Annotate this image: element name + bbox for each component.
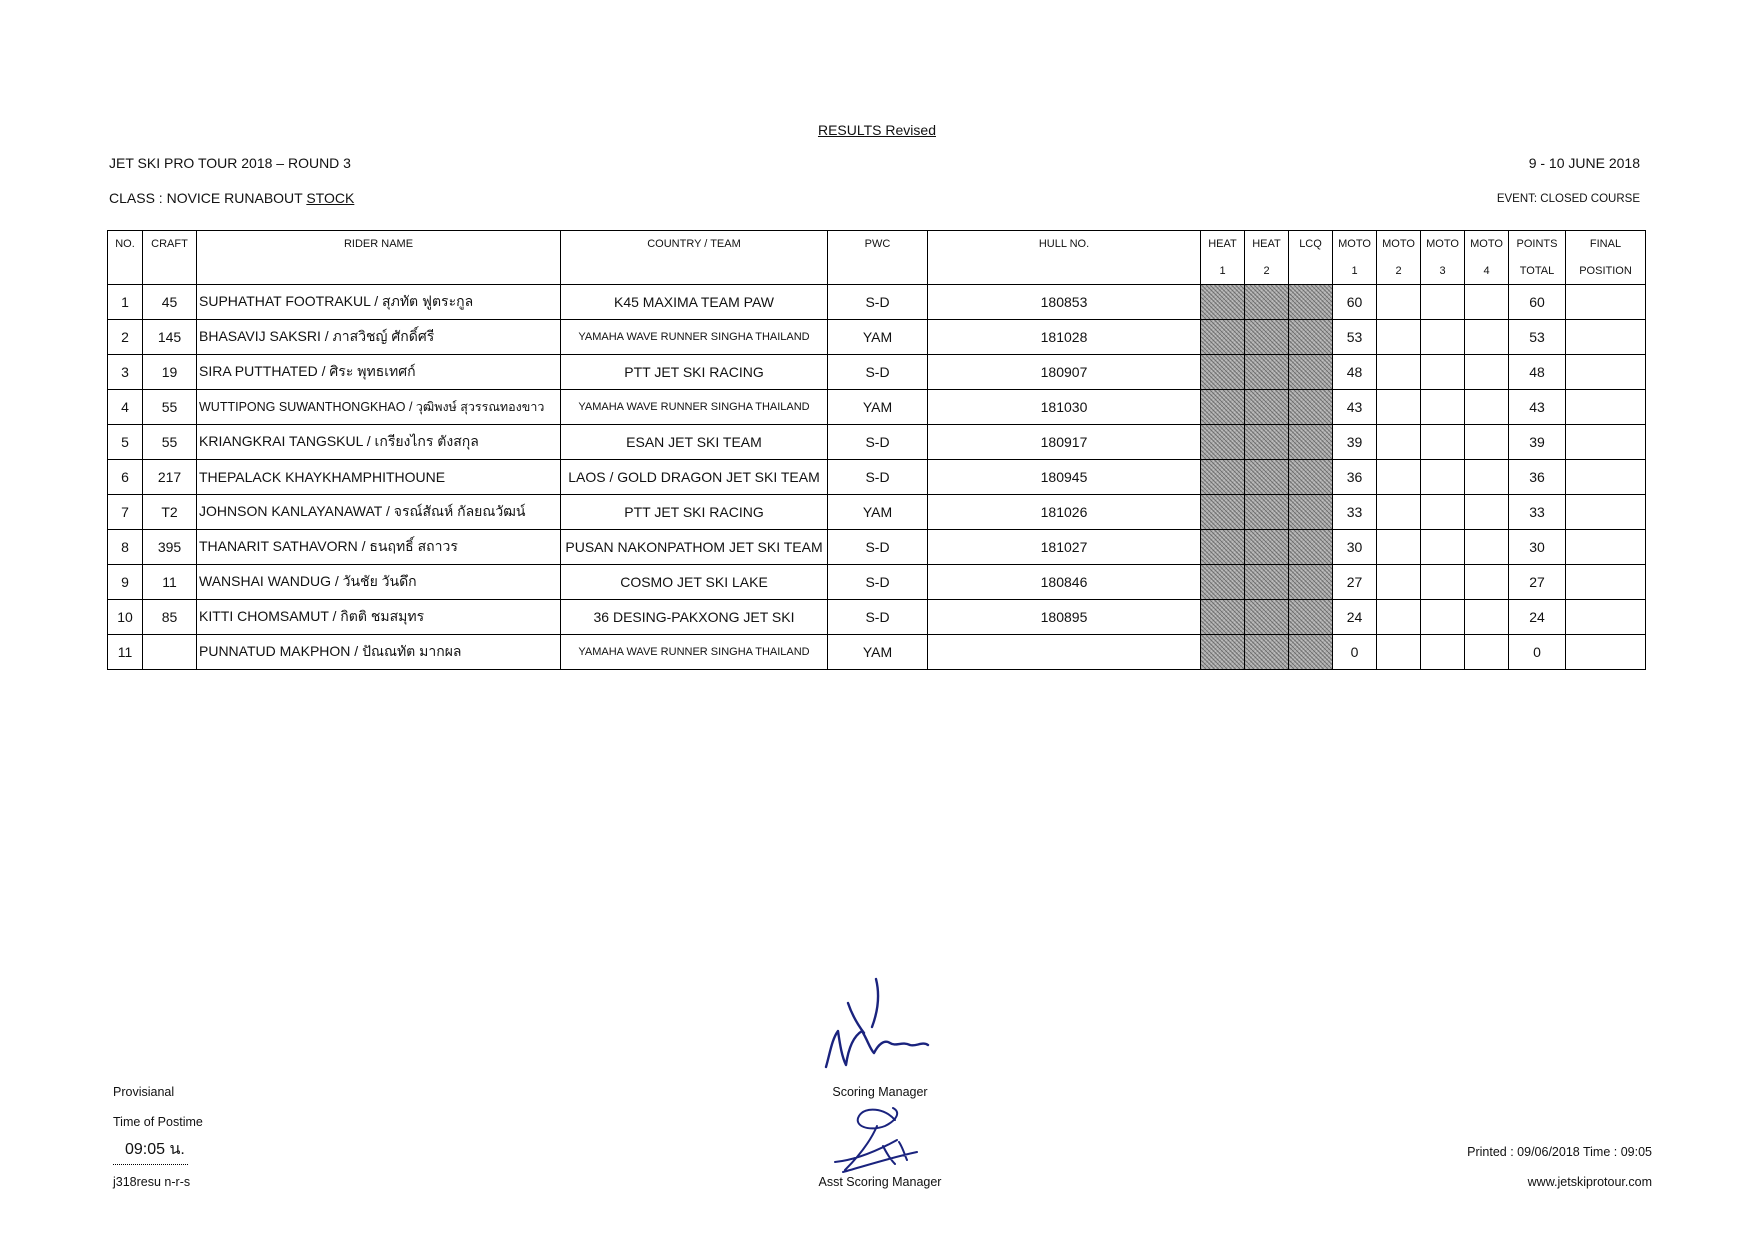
row-lcq (1289, 530, 1333, 565)
row-rider: THEPALACK KHAYKHAMPHITHOUNE (197, 460, 561, 495)
row-no: 1 (108, 285, 143, 320)
row-final-position (1566, 600, 1646, 635)
row-heat1 (1201, 530, 1245, 565)
row-no: 2 (108, 320, 143, 355)
row-rider: WUTTIPONG SUWANTHONGKHAO / วุฒิพงษ์ สุวรรณทองขาว (197, 390, 561, 425)
class-line (109, 190, 354, 206)
row-moto1: 33 (1333, 495, 1377, 530)
row-moto2 (1377, 635, 1421, 670)
row-no: 4 (108, 390, 143, 425)
row-moto1: 43 (1333, 390, 1377, 425)
row-heat1 (1201, 285, 1245, 320)
row-moto3 (1421, 565, 1465, 600)
asst-scoring-manager-signature (825, 1100, 935, 1178)
row-lcq (1289, 495, 1333, 530)
row-moto3 (1421, 390, 1465, 425)
row-final-position (1566, 530, 1646, 565)
class-suffix: STOCK (306, 190, 355, 206)
row-no: 6 (108, 460, 143, 495)
row-final-position (1566, 495, 1646, 530)
row-heat1 (1201, 635, 1245, 670)
row-team: YAMAHA WAVE RUNNER SINGHA THAILAND (561, 390, 828, 425)
row-moto4 (1465, 565, 1509, 600)
row-team: LAOS / GOLD DRAGON JET SKI TEAM (561, 460, 828, 495)
row-craft: 55 (143, 425, 197, 460)
row-final-position (1566, 390, 1646, 425)
row-moto3 (1421, 635, 1465, 670)
row-pwc: S-D (828, 285, 928, 320)
col-header-moto3: MOTO 3 (1421, 231, 1465, 285)
row-moto2 (1377, 565, 1421, 600)
row-moto2 (1377, 530, 1421, 565)
row-moto1: 48 (1333, 355, 1377, 390)
row-points-total: 27 (1509, 565, 1566, 600)
row-heat1 (1201, 460, 1245, 495)
row-moto1: 39 (1333, 425, 1377, 460)
row-moto3 (1421, 355, 1465, 390)
row-lcq (1289, 355, 1333, 390)
col-header-moto4: MOTO 4 (1465, 231, 1509, 285)
row-no: 3 (108, 355, 143, 390)
row-heat1 (1201, 495, 1245, 530)
col-header-no: NO. (108, 231, 143, 285)
row-heat2 (1245, 460, 1289, 495)
table-row (108, 565, 1646, 600)
table-row (108, 390, 1646, 425)
row-heat1 (1201, 425, 1245, 460)
table-row (108, 355, 1646, 390)
row-heat2 (1245, 600, 1289, 635)
row-pwc: S-D (828, 355, 928, 390)
row-lcq (1289, 600, 1333, 635)
row-final-position (1566, 635, 1646, 670)
row-heat1 (1201, 390, 1245, 425)
row-moto2 (1377, 355, 1421, 390)
row-craft: 217 (143, 460, 197, 495)
row-final-position (1566, 460, 1646, 495)
row-moto4 (1465, 285, 1509, 320)
row-rider: KRIANGKRAI TANGSKUL / เกรียงไกร ตังสกุล (197, 425, 561, 460)
row-moto1: 27 (1333, 565, 1377, 600)
row-points-total: 48 (1509, 355, 1566, 390)
row-hull: 180945 (928, 460, 1201, 495)
row-rider: BHASAVIJ SAKSRI / ภาสวิชญ์ ศักดิ์ศรี (197, 320, 561, 355)
row-team: PTT JET SKI RACING (561, 355, 828, 390)
row-heat1 (1201, 600, 1245, 635)
row-hull: 180907 (928, 355, 1201, 390)
row-craft: 11 (143, 565, 197, 600)
row-moto2 (1377, 390, 1421, 425)
row-moto1: 0 (1333, 635, 1377, 670)
row-pwc: YAM (828, 320, 928, 355)
row-moto3 (1421, 600, 1465, 635)
row-pwc: YAM (828, 635, 928, 670)
row-rider: JOHNSON KANLAYANAWAT / จรณ์สัณห์ กัลยณวัฒน์ (197, 495, 561, 530)
row-moto4 (1465, 320, 1509, 355)
row-heat1 (1201, 320, 1245, 355)
row-moto3 (1421, 320, 1465, 355)
col-header-lcq: LCQ (1289, 231, 1333, 285)
row-rider: PUNNATUD MAKPHON / ปัณณทัต มากผล (197, 635, 561, 670)
row-no: 5 (108, 425, 143, 460)
row-final-position (1566, 355, 1646, 390)
table-row (108, 600, 1646, 635)
row-lcq (1289, 460, 1333, 495)
row-heat1 (1201, 565, 1245, 600)
row-lcq (1289, 390, 1333, 425)
row-moto3 (1421, 285, 1465, 320)
row-moto1: 24 (1333, 600, 1377, 635)
row-lcq (1289, 425, 1333, 460)
row-hull: 181030 (928, 390, 1201, 425)
row-rider: KITTI CHOMSAMUT / กิตติ ชมสมุทร (197, 600, 561, 635)
document-code: j318resu n-r-s (113, 1175, 191, 1189)
scoring-manager-signature (818, 975, 938, 1070)
row-final-position (1566, 425, 1646, 460)
row-craft: 145 (143, 320, 197, 355)
row-hull: 181027 (928, 530, 1201, 565)
row-pwc: YAM (828, 390, 928, 425)
col-header-craft: CRAFT (143, 231, 197, 285)
row-craft: 395 (143, 530, 197, 565)
row-moto3 (1421, 495, 1465, 530)
row-craft: T2 (143, 495, 197, 530)
row-moto3 (1421, 425, 1465, 460)
row-moto3 (1421, 460, 1465, 495)
row-pwc: S-D (828, 565, 928, 600)
table-row (108, 530, 1646, 565)
row-final-position (1566, 565, 1646, 600)
col-header-final: FINAL POSITION (1566, 231, 1646, 285)
row-points-total: 0 (1509, 635, 1566, 670)
results-body (108, 285, 1646, 670)
row-moto4 (1465, 600, 1509, 635)
row-team: YAMAHA WAVE RUNNER SINGHA THAILAND (561, 320, 828, 355)
class-prefix: CLASS : NOVICE RUNABOUT (109, 190, 307, 206)
col-header-points: POINTS TOTAL (1509, 231, 1566, 285)
col-header-rider: RIDER NAME (197, 231, 561, 285)
row-team: PTT JET SKI RACING (561, 495, 828, 530)
row-no: 8 (108, 530, 143, 565)
row-points-total: 43 (1509, 390, 1566, 425)
row-heat2 (1245, 565, 1289, 600)
row-moto1: 30 (1333, 530, 1377, 565)
row-moto2 (1377, 600, 1421, 635)
row-rider: WANSHAI WANDUG / วันชัย วันดึก (197, 565, 561, 600)
row-team: K45 MAXIMA TEAM PAW (561, 285, 828, 320)
row-team: YAMAHA WAVE RUNNER SINGHA THAILAND (561, 635, 828, 670)
row-hull: 181028 (928, 320, 1201, 355)
row-no: 7 (108, 495, 143, 530)
row-heat2 (1245, 355, 1289, 390)
postime-value: 09:05 น. (113, 1137, 188, 1165)
row-heat2 (1245, 635, 1289, 670)
row-moto4 (1465, 390, 1509, 425)
row-points-total: 33 (1509, 495, 1566, 530)
row-no: 11 (108, 635, 143, 670)
row-points-total: 53 (1509, 320, 1566, 355)
row-moto4 (1465, 635, 1509, 670)
row-hull: 180895 (928, 600, 1201, 635)
col-header-team: COUNTRY / TEAM (561, 231, 828, 285)
table-header-row (108, 231, 1646, 285)
row-final-position (1566, 285, 1646, 320)
row-team: ESAN JET SKI TEAM (561, 425, 828, 460)
table-row (108, 425, 1646, 460)
postime-label: Time of Postime (113, 1115, 203, 1129)
scoring-manager-label: Scoring Manager (832, 1085, 928, 1099)
row-rider: SIRA PUTTHATED / ศิระ พุทธเทศก์ (197, 355, 561, 390)
table-row (108, 495, 1646, 530)
row-heat2 (1245, 495, 1289, 530)
col-header-moto2: MOTO 2 (1377, 231, 1421, 285)
provisional-label: Provisianal (113, 1085, 175, 1099)
event-type: EVENT: CLOSED COURSE (1496, 193, 1640, 205)
row-moto2 (1377, 460, 1421, 495)
col-header-heat2: HEAT 2 (1245, 231, 1289, 285)
row-hull (928, 635, 1201, 670)
row-moto2 (1377, 495, 1421, 530)
row-moto4 (1465, 495, 1509, 530)
col-header-pwc: PWC (828, 231, 928, 285)
row-lcq (1289, 635, 1333, 670)
row-craft: 45 (143, 285, 197, 320)
row-lcq (1289, 320, 1333, 355)
row-points-total: 39 (1509, 425, 1566, 460)
event-title: JET SKI PRO TOUR 2018 – ROUND 3 (109, 155, 351, 171)
row-points-total: 36 (1509, 460, 1566, 495)
col-header-moto1: MOTO 1 (1333, 231, 1377, 285)
document-title: RESULTS Revised (817, 122, 936, 138)
table-row (108, 320, 1646, 355)
row-hull: 180846 (928, 565, 1201, 600)
row-pwc: S-D (828, 460, 928, 495)
row-points-total: 30 (1509, 530, 1566, 565)
row-heat2 (1245, 530, 1289, 565)
row-team: COSMO JET SKI LAKE (561, 565, 828, 600)
website-url: www.jetskiprotour.com (1527, 1175, 1652, 1189)
row-heat2 (1245, 320, 1289, 355)
row-heat2 (1245, 425, 1289, 460)
row-no: 10 (108, 600, 143, 635)
row-craft (143, 635, 197, 670)
row-moto1: 60 (1333, 285, 1377, 320)
row-team: PUSAN NAKONPATHOM JET SKI TEAM (561, 530, 828, 565)
row-moto3 (1421, 530, 1465, 565)
row-moto4 (1465, 530, 1509, 565)
table-row (108, 460, 1646, 495)
row-no: 9 (108, 565, 143, 600)
row-heat2 (1245, 390, 1289, 425)
row-points-total: 24 (1509, 600, 1566, 635)
row-moto2 (1377, 425, 1421, 460)
row-moto2 (1377, 320, 1421, 355)
row-pwc: S-D (828, 425, 928, 460)
table-row (108, 635, 1646, 670)
row-final-position (1566, 320, 1646, 355)
row-heat2 (1245, 285, 1289, 320)
row-hull: 180917 (928, 425, 1201, 460)
row-pwc: YAM (828, 495, 928, 530)
row-rider: SUPHATHAT FOOTRAKUL / สุภทัต ฟูตระกูล (197, 285, 561, 320)
table-row (108, 285, 1646, 320)
col-header-hull: HULL NO. (928, 231, 1201, 285)
row-hull: 180853 (928, 285, 1201, 320)
row-moto4 (1465, 460, 1509, 495)
row-moto4 (1465, 425, 1509, 460)
row-lcq (1289, 285, 1333, 320)
row-rider: THANARIT SATHAVORN / ธนฤทธิ์ สถาวร (197, 530, 561, 565)
row-lcq (1289, 565, 1333, 600)
row-moto1: 53 (1333, 320, 1377, 355)
row-hull: 181026 (928, 495, 1201, 530)
row-moto4 (1465, 355, 1509, 390)
row-craft: 19 (143, 355, 197, 390)
col-header-heat1: HEAT 1 (1201, 231, 1245, 285)
row-moto2 (1377, 285, 1421, 320)
row-moto1: 36 (1333, 460, 1377, 495)
row-points-total: 60 (1509, 285, 1566, 320)
asst-scoring-manager-label: Asst Scoring Manager (818, 1175, 942, 1189)
results-table (107, 230, 1646, 670)
printed-timestamp: Printed : 09/06/2018 Time : 09:05 (1467, 1145, 1652, 1159)
row-team: 36 DESING-PAKXONG JET SKI (561, 600, 828, 635)
row-craft: 85 (143, 600, 197, 635)
event-date: 9 - 10 JUNE 2018 (1528, 155, 1640, 171)
row-pwc: S-D (828, 530, 928, 565)
row-pwc: S-D (828, 600, 928, 635)
row-craft: 55 (143, 390, 197, 425)
row-heat1 (1201, 355, 1245, 390)
